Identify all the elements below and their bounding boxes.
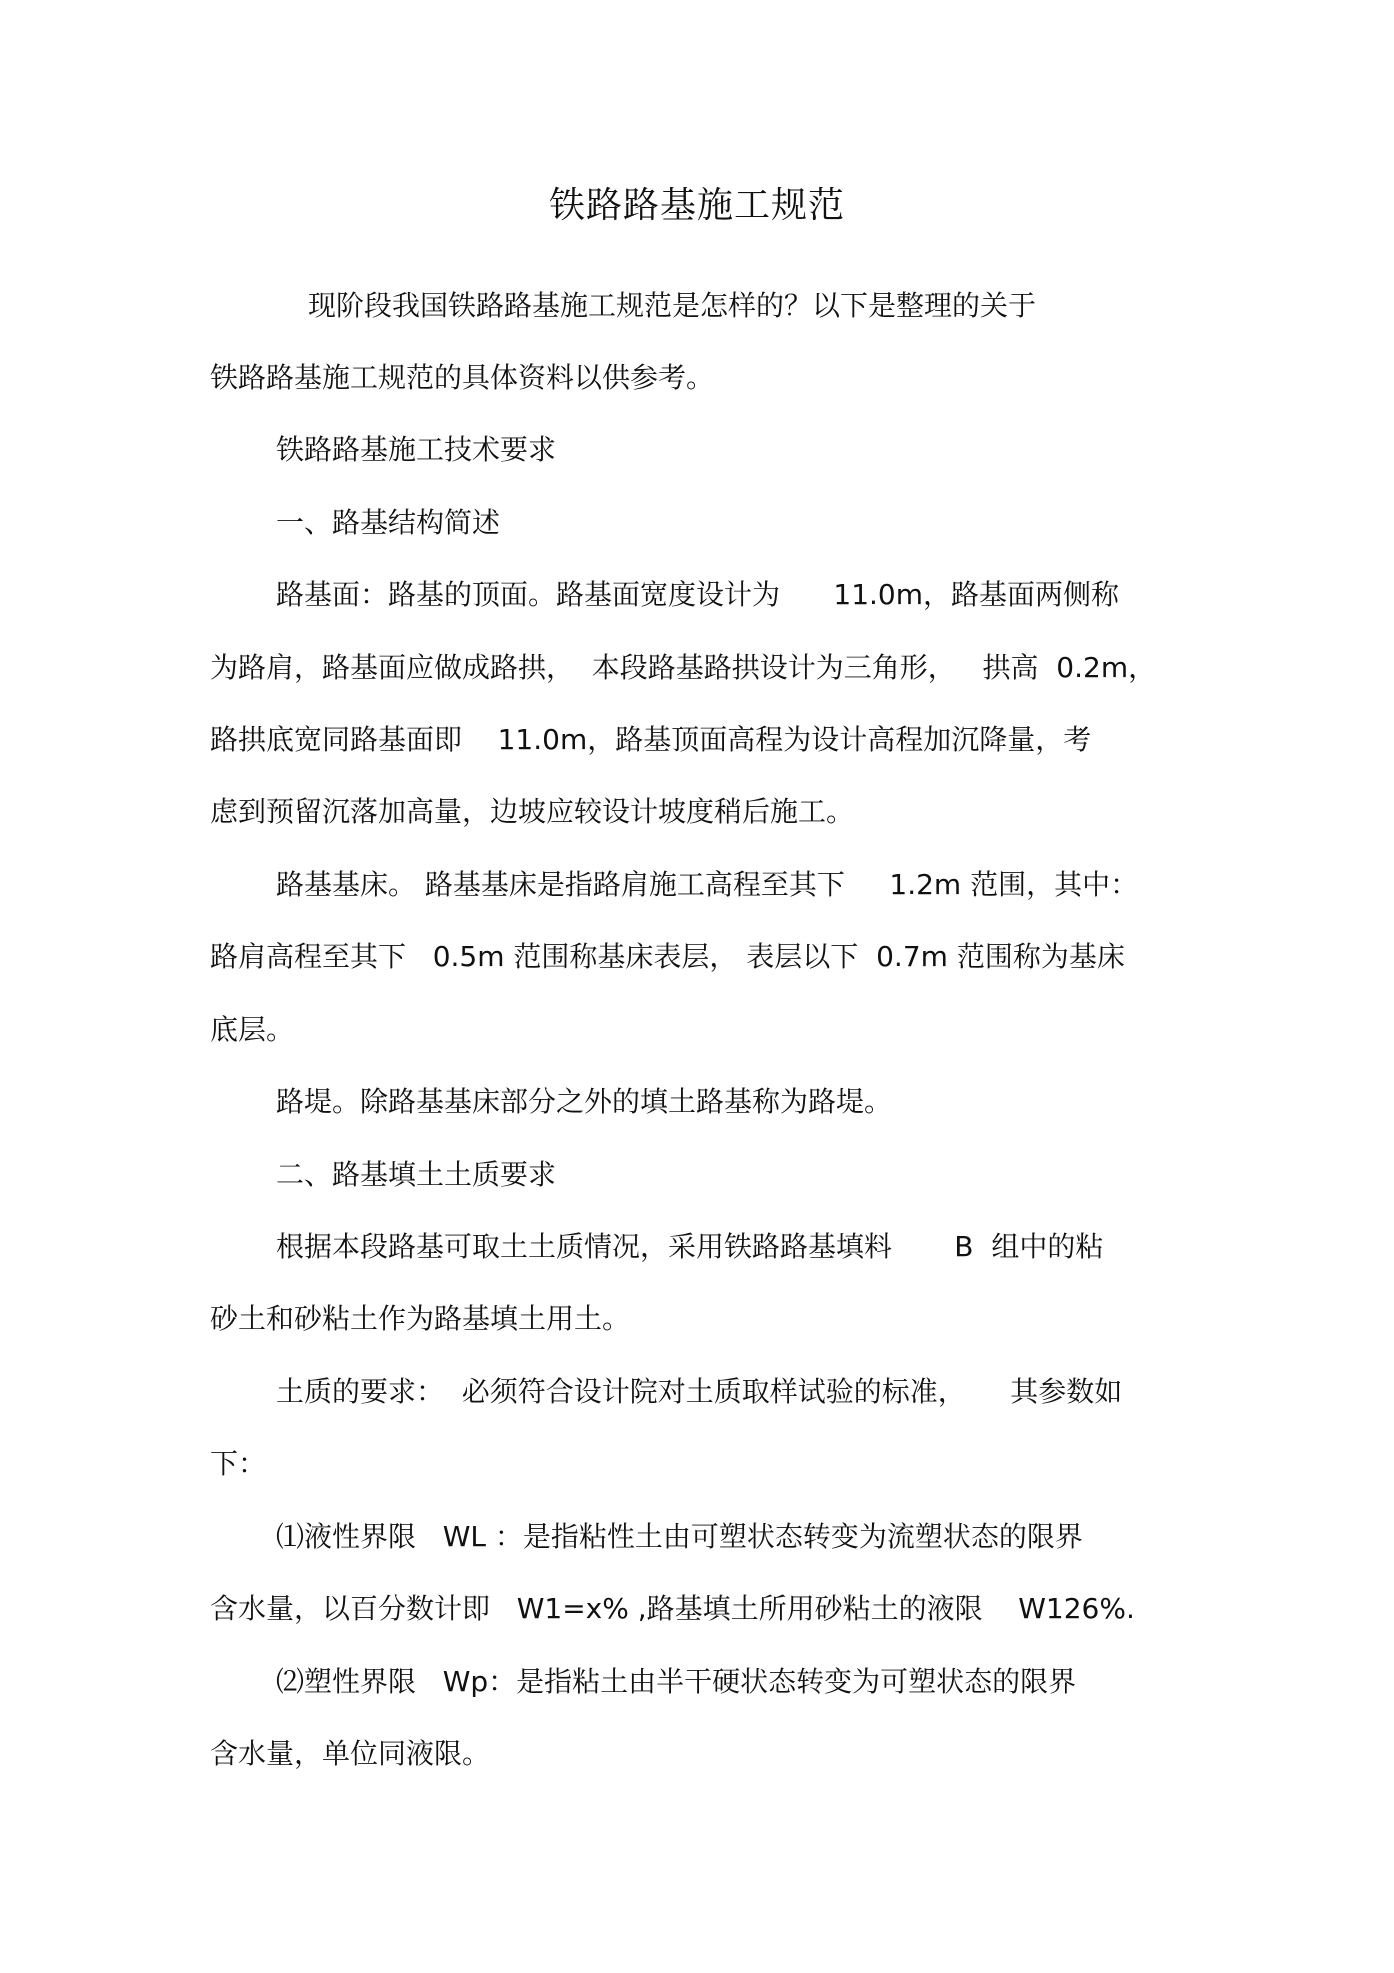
paragraph-line: 底层。	[210, 1013, 295, 1046]
section-heading: 铁路路基施工技术要求	[276, 433, 557, 466]
paragraph-line: 现阶段我国铁路路基施工规范是怎样的？以下是整理的关于	[308, 289, 1037, 322]
paragraph-line: 虑到预留沉落加高量，边坡应较设计坡度稍后施工。	[210, 795, 855, 828]
paragraph-line: 根据本段路基可取土土质情况，采用铁路路基填料 B 组中的粘	[276, 1230, 1104, 1263]
paragraph-line: 路堤。除路基基床部分之外的填土路基称为路堤。	[276, 1085, 893, 1118]
paragraph-line: 铁路路基施工规范的具体资料以供参考。	[210, 361, 715, 394]
paragraph-line: 路拱底宽同路基面即 11.0m，路基顶面高程为设计高程加沉降量，考	[210, 723, 1092, 756]
paragraph-line: 下：	[210, 1447, 267, 1480]
paragraph-line: 砂土和砂粘土作为路基填土用土。	[210, 1302, 631, 1335]
section-heading: 一、路基结构简述	[276, 506, 501, 539]
paragraph-line: 土质的要求： 必须符合设计院对土质取样试验的标准， 其参数如	[276, 1375, 1123, 1408]
paragraph-line: 路基面：路基的顶面。路基面宽度设计为 11.0m，路基面两侧称	[276, 578, 1120, 611]
paragraph-line: 含水量，单位同液限。	[210, 1737, 491, 1770]
paragraph-line: ⑵塑性界限 Wp：是指粘土由半干硬状态转变为可塑状态的限界	[276, 1665, 1077, 1698]
paragraph-line: 含水量，以百分数计即 W1=x% ,路基填土所用砂粘土的液限 W126%.	[210, 1592, 1135, 1625]
section-heading: 二、路基填土土质要求	[276, 1158, 557, 1191]
paragraph-line: 路基基床。 路基基床是指路肩施工高程至其下 1.2m 范围，其中：	[276, 868, 1139, 901]
paragraph-line: 为路肩，路基面应做成路拱， 本段路基路拱设计为三角形， 拱高 0.2m，	[210, 651, 1157, 684]
paragraph-line: 路肩高程至其下 0.5m 范围称基床表层， 表层以下 0.7m 范围称为基床	[210, 940, 1125, 973]
paragraph-line: ⑴液性界限 WL ：是指粘性土由可塑状态转变为流塑状态的限界	[276, 1520, 1083, 1553]
document-title: 铁路路基施工规范	[548, 185, 845, 226]
